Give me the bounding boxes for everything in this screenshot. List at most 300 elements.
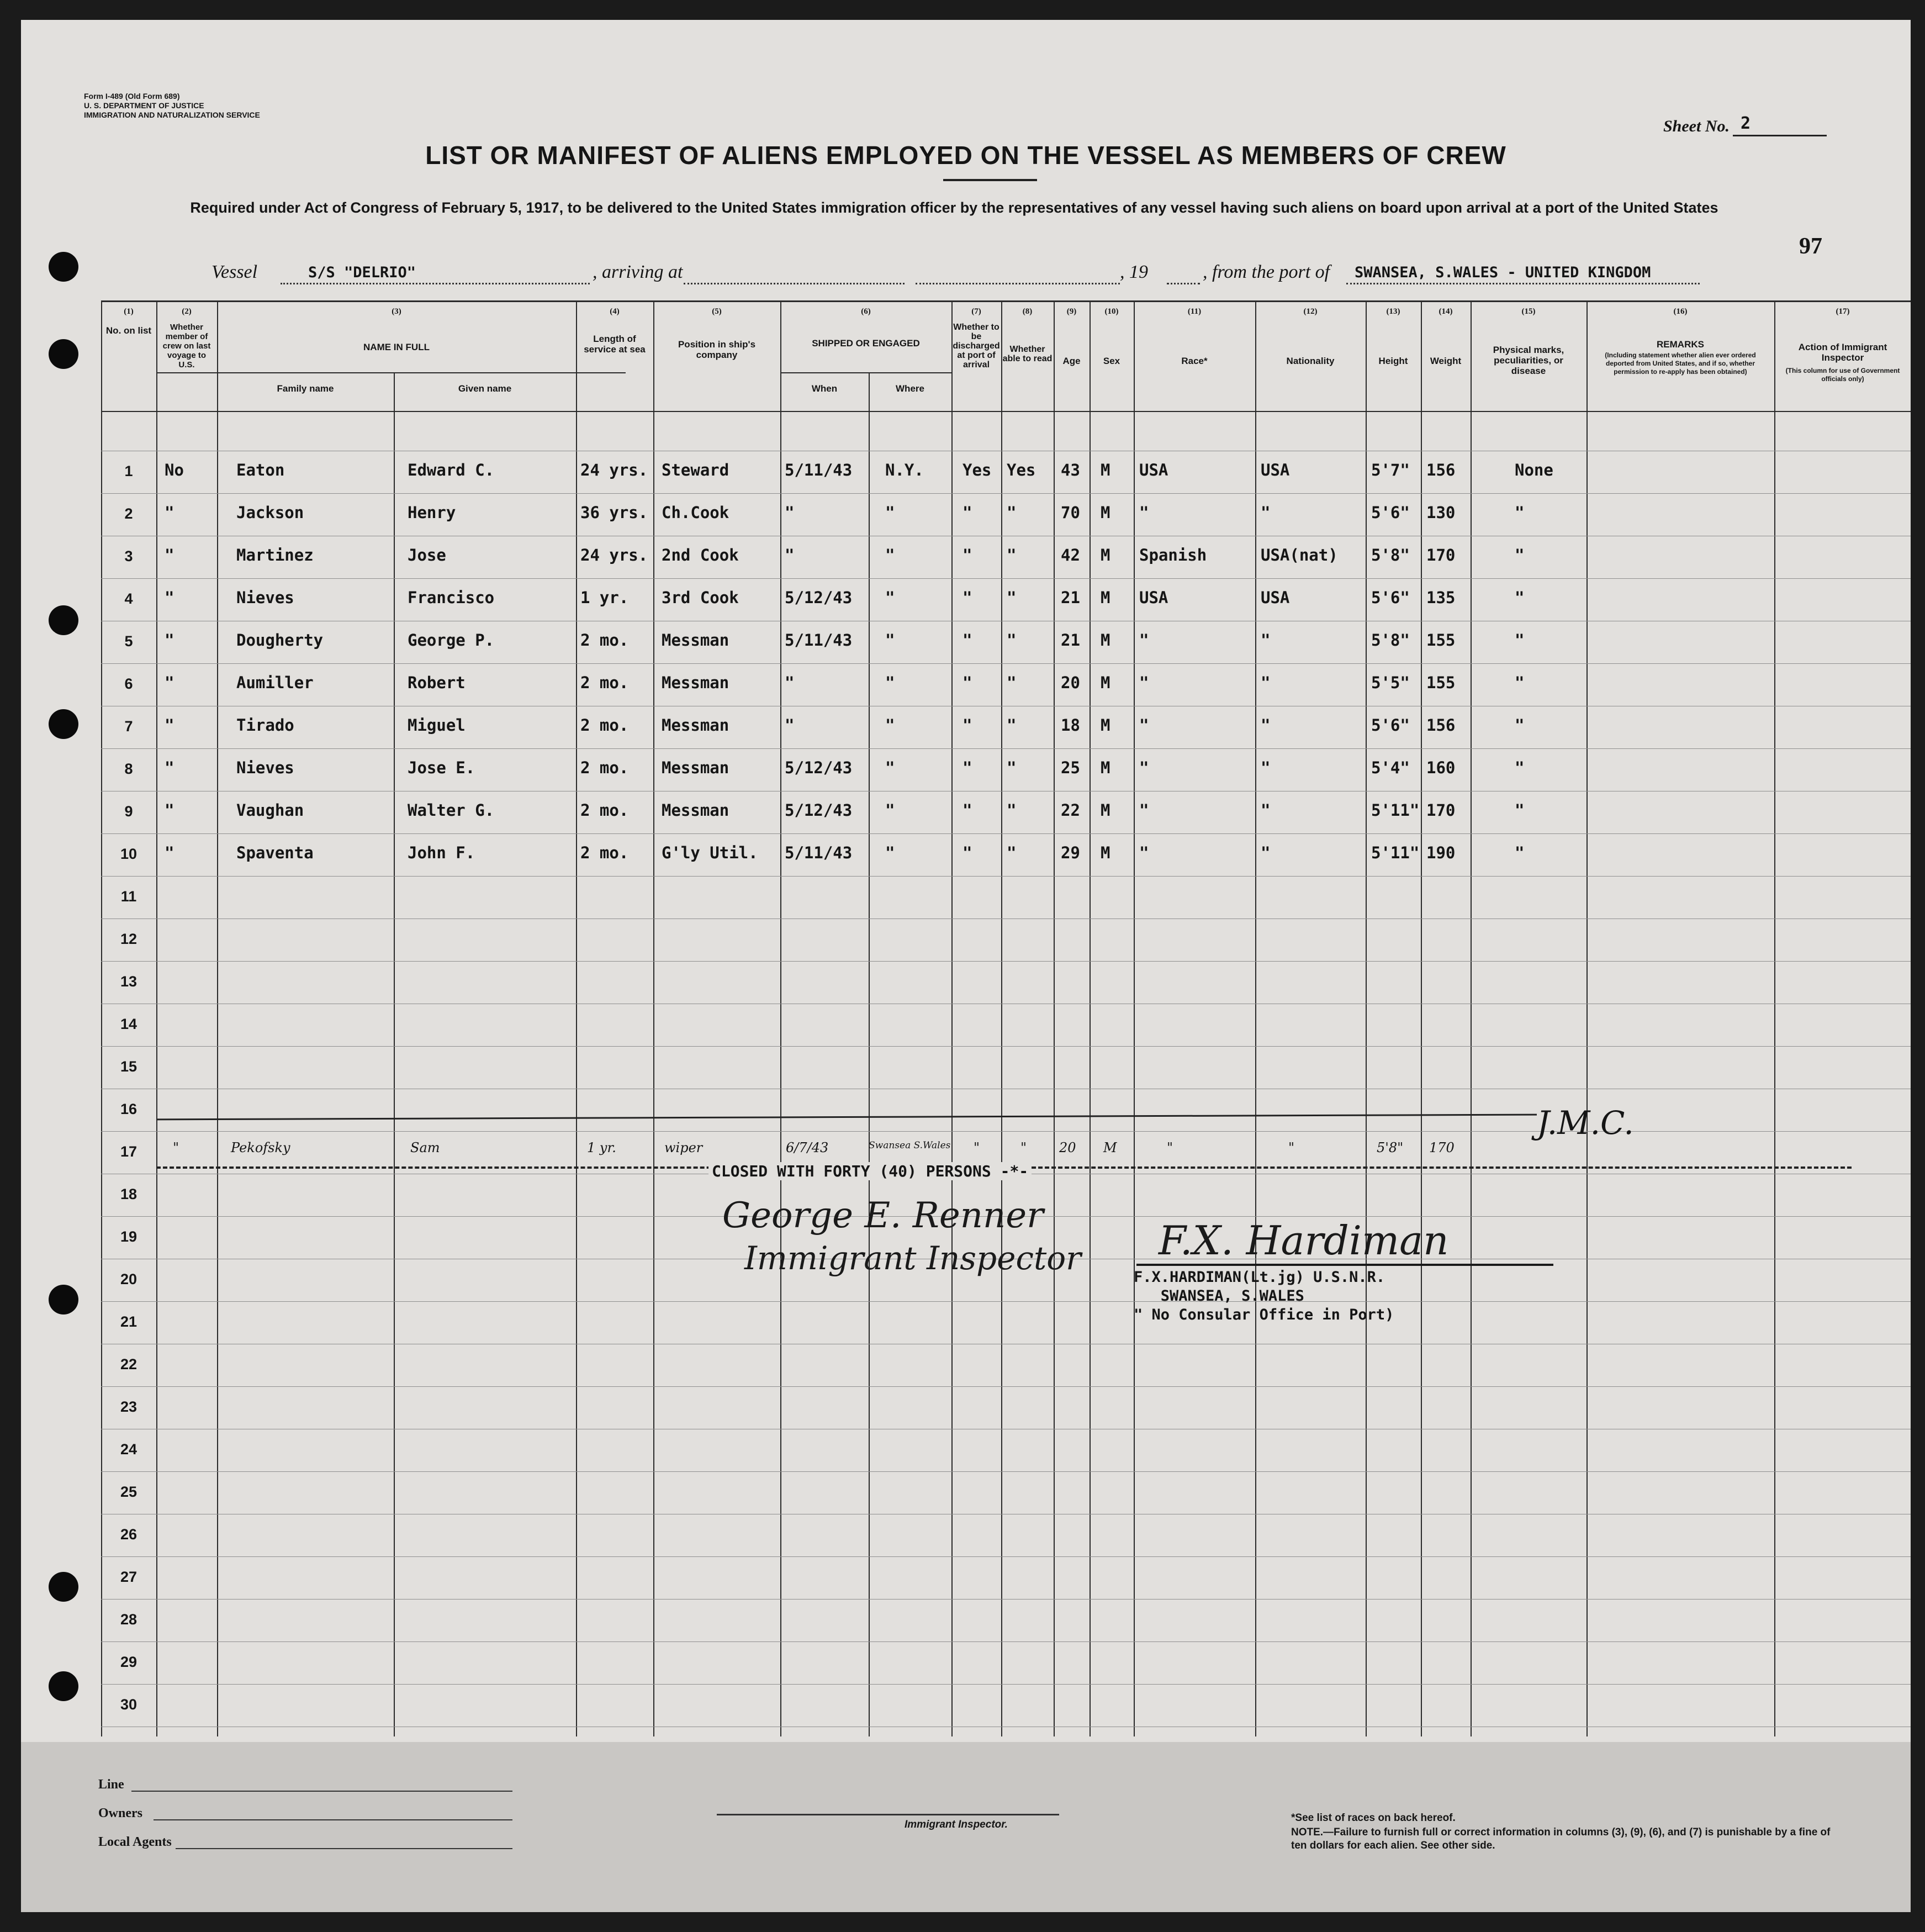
cell-position: Messman bbox=[662, 673, 729, 692]
column-border bbox=[394, 372, 395, 1736]
column-border bbox=[1471, 300, 1472, 1736]
table-top-border bbox=[101, 300, 1911, 302]
name-header-rule bbox=[156, 372, 626, 373]
row-number: 5 bbox=[124, 633, 133, 650]
cell-position: Messman bbox=[662, 801, 729, 820]
column-border bbox=[217, 300, 218, 1736]
row-number: 4 bbox=[124, 590, 133, 607]
cell-race: " bbox=[1139, 673, 1149, 692]
added-age: 20 bbox=[1059, 1140, 1076, 1155]
column-number: (3) bbox=[392, 307, 401, 316]
cell-read: " bbox=[1007, 843, 1017, 862]
vessel-name: S/S "DELRIO" bbox=[308, 264, 416, 281]
cell-service: 36 yrs. bbox=[580, 503, 648, 522]
cell-age: 42 bbox=[1061, 546, 1080, 564]
row-number: 25 bbox=[120, 1484, 138, 1500]
cell-service: 24 yrs. bbox=[580, 546, 648, 564]
row-rule bbox=[101, 1599, 1911, 1600]
header-discharged: Whether to be discharged at port of arrival bbox=[953, 323, 1000, 369]
column-number: (9) bbox=[1066, 307, 1077, 316]
header-where: Where bbox=[896, 383, 924, 394]
form-footer bbox=[21, 1742, 1911, 1912]
sheet-number: 2 bbox=[1741, 114, 1751, 133]
added-height: 5'8" bbox=[1377, 1140, 1404, 1155]
column-number: (2) bbox=[182, 307, 192, 316]
column-border bbox=[869, 372, 870, 1736]
row-number: 16 bbox=[120, 1101, 138, 1117]
column-border bbox=[951, 300, 953, 1736]
cell-age: 29 bbox=[1061, 843, 1080, 862]
officer-signature: F.X. Hardiman bbox=[1159, 1217, 1449, 1264]
from-port-label: , from the port of bbox=[1203, 262, 1330, 282]
vessel-label: Vessel bbox=[211, 262, 258, 282]
punch-hole bbox=[49, 1285, 78, 1315]
row-rule bbox=[101, 1386, 1911, 1387]
cell-member: " bbox=[165, 801, 174, 820]
inspector-title-handwritten: Immigrant Inspector bbox=[744, 1239, 1081, 1277]
cell-family: Dougherty bbox=[236, 631, 324, 650]
cell-height: 5'5" bbox=[1371, 673, 1410, 692]
cell-age: 21 bbox=[1061, 588, 1080, 607]
cell-height: 5'8" bbox=[1371, 631, 1410, 650]
cell-position: 3rd Cook bbox=[662, 588, 739, 607]
form-title: LIST OR MANIFEST OF ALIENS EMPLOYED ON THE VESSEL AS MEMBERS OF CREW bbox=[425, 141, 1506, 170]
header-length-service: Length of service at sea bbox=[584, 334, 646, 355]
cell-position: Messman bbox=[662, 631, 729, 650]
cell-height: 5'6" bbox=[1371, 588, 1410, 607]
column-number: (10) bbox=[1104, 307, 1119, 316]
service-name: IMMIGRATION AND NATURALIZATION SERVICE bbox=[84, 110, 260, 119]
row-number: 12 bbox=[120, 931, 138, 947]
column-border bbox=[576, 300, 577, 1736]
row-number: 7 bbox=[124, 718, 133, 735]
column-number: (8) bbox=[1022, 307, 1033, 316]
header-weight: Weight bbox=[1430, 356, 1462, 366]
cell-marks: " bbox=[1515, 716, 1525, 735]
added-member: " bbox=[173, 1140, 179, 1155]
cell-service: 2 mo. bbox=[580, 801, 629, 820]
cell-family: Vaughan bbox=[236, 801, 304, 820]
cell-where: " bbox=[885, 546, 895, 564]
column-border bbox=[1054, 300, 1055, 1736]
header-race: Race* bbox=[1181, 356, 1208, 366]
cell-given: Jose E. bbox=[408, 758, 475, 777]
cell-when: " bbox=[785, 716, 795, 735]
cell-position: Messman bbox=[662, 758, 729, 777]
cell-age: 20 bbox=[1061, 673, 1080, 692]
row-number: 24 bbox=[120, 1441, 138, 1458]
cell-read: Yes bbox=[1007, 461, 1036, 479]
cell-read: " bbox=[1007, 673, 1017, 692]
column-number: (17) bbox=[1836, 307, 1850, 316]
cell-weight: 170 bbox=[1426, 546, 1456, 564]
row-rule bbox=[101, 1301, 1911, 1302]
cell-member: No bbox=[165, 461, 184, 479]
header-action-note: (This column for use of Government officials only) bbox=[1785, 367, 1900, 383]
cell-where: " bbox=[885, 503, 895, 522]
row-rule bbox=[101, 833, 1911, 834]
cell-marks: " bbox=[1515, 631, 1525, 650]
cell-read: " bbox=[1007, 758, 1017, 777]
officer-signature-rule bbox=[1136, 1264, 1553, 1266]
cell-discharged: " bbox=[962, 503, 972, 522]
cell-when: 5/12/43 bbox=[785, 588, 853, 607]
cell-position: Messman bbox=[662, 716, 729, 735]
header-remarks-note: (Including statement whether alien ever ordered deported from United States, and if so, whether permission to re-apply has been obtained) bbox=[1605, 351, 1756, 376]
column-border bbox=[1255, 300, 1256, 1736]
column-border bbox=[780, 300, 781, 1736]
cell-discharged: Yes bbox=[962, 461, 992, 479]
header-no-on-list: No. on list bbox=[105, 325, 152, 336]
header-when: When bbox=[811, 383, 838, 394]
cell-sex: M bbox=[1101, 673, 1110, 692]
column-border bbox=[1001, 300, 1002, 1736]
cell-height: 5'11" bbox=[1371, 801, 1420, 820]
cell-discharged: " bbox=[962, 758, 972, 777]
header-member-last-voyage: Whether member of crew on last voyage to U.S. bbox=[162, 323, 211, 369]
header-position: Position in ship's company bbox=[678, 339, 756, 360]
cell-nationality: USA bbox=[1261, 461, 1290, 479]
year-fill-line bbox=[1167, 283, 1200, 284]
row-number: 30 bbox=[120, 1696, 138, 1713]
row-rule bbox=[101, 748, 1911, 749]
cell-nationality: " bbox=[1261, 758, 1271, 777]
row-number: 17 bbox=[120, 1143, 138, 1160]
inspector-signature: George E. Renner bbox=[722, 1195, 1044, 1236]
cell-read: " bbox=[1007, 503, 1017, 522]
row-number: 27 bbox=[120, 1569, 138, 1585]
cell-when: 5/11/43 bbox=[785, 631, 853, 650]
remark-initials: J.M.C. bbox=[1537, 1104, 1634, 1142]
agents-fill-line bbox=[176, 1848, 512, 1849]
added-nationality: " bbox=[1288, 1140, 1295, 1155]
punch-hole bbox=[49, 1572, 78, 1602]
row-number: 11 bbox=[120, 888, 137, 905]
cell-when: " bbox=[785, 673, 795, 692]
cell-nationality: " bbox=[1261, 503, 1271, 522]
cell-service: 2 mo. bbox=[580, 716, 629, 735]
cell-when: 5/11/43 bbox=[785, 461, 853, 479]
strikethrough-line bbox=[156, 1114, 1537, 1121]
row-number: 19 bbox=[120, 1228, 138, 1245]
column-number: (13) bbox=[1386, 307, 1400, 316]
header-name-in-full: NAME IN FULL bbox=[363, 342, 430, 352]
cell-age: 43 bbox=[1061, 461, 1080, 479]
column-border bbox=[156, 300, 157, 1736]
row-number: 3 bbox=[124, 548, 133, 564]
cell-service: 2 mo. bbox=[580, 758, 629, 777]
cell-weight: 170 bbox=[1426, 801, 1456, 820]
cell-weight: 156 bbox=[1426, 461, 1456, 479]
header-physical-marks: Physical marks, peculiarities, or disease bbox=[1493, 345, 1564, 376]
cell-read: " bbox=[1007, 588, 1017, 607]
sheet-label: Sheet No. bbox=[1663, 117, 1730, 135]
row-number: 21 bbox=[120, 1313, 138, 1330]
inspector-caption: Immigrant Inspector. bbox=[905, 1819, 1008, 1830]
row-rule bbox=[101, 1046, 1911, 1047]
column-border bbox=[1366, 300, 1367, 1736]
arriving-label: , arriving at bbox=[593, 262, 683, 282]
cell-given: Edward C. bbox=[408, 461, 495, 479]
row-rule bbox=[101, 876, 1911, 877]
line-label: Line bbox=[98, 1777, 124, 1792]
row-number: 23 bbox=[120, 1398, 138, 1415]
cell-race: USA bbox=[1139, 588, 1168, 607]
cell-given: Walter G. bbox=[408, 801, 495, 820]
cell-given: Robert bbox=[408, 673, 466, 692]
year-label: , 19 bbox=[1120, 262, 1148, 282]
cell-nationality: USA bbox=[1261, 588, 1290, 607]
cell-nationality: USA(nat) bbox=[1261, 546, 1338, 564]
column-number: (7) bbox=[971, 307, 981, 316]
cell-race: " bbox=[1139, 631, 1149, 650]
column-number: (5) bbox=[712, 307, 722, 316]
cell-where: " bbox=[885, 758, 895, 777]
row-rule bbox=[101, 1556, 1911, 1557]
cell-where: " bbox=[885, 843, 895, 862]
cell-race: " bbox=[1139, 716, 1149, 735]
column-number: (14) bbox=[1439, 307, 1453, 316]
cell-marks: " bbox=[1515, 673, 1525, 692]
column-border bbox=[1774, 300, 1775, 1736]
added-weight: 170 bbox=[1429, 1140, 1455, 1155]
cell-nationality: " bbox=[1261, 673, 1271, 692]
cell-member: " bbox=[165, 843, 174, 862]
header-remarks: REMARKS bbox=[1657, 339, 1704, 350]
punch-hole bbox=[49, 1671, 78, 1701]
added-when: 6/7/43 bbox=[786, 1140, 829, 1155]
cell-sex: M bbox=[1101, 461, 1110, 479]
cell-when: " bbox=[785, 546, 795, 564]
cell-service: 24 yrs. bbox=[580, 461, 648, 479]
added-position: wiper bbox=[664, 1140, 703, 1155]
cell-read: " bbox=[1007, 631, 1017, 650]
added-where: Swansea S.Wales bbox=[869, 1140, 951, 1151]
row-rule bbox=[101, 1131, 1911, 1132]
cell-where: " bbox=[885, 716, 895, 735]
column-number: (11) bbox=[1187, 307, 1202, 316]
row-rule bbox=[101, 663, 1911, 664]
column-number: (12) bbox=[1303, 307, 1318, 316]
cell-given: John F. bbox=[408, 843, 475, 862]
cell-weight: 156 bbox=[1426, 716, 1456, 735]
cell-race: " bbox=[1139, 801, 1149, 820]
cell-race: " bbox=[1139, 843, 1149, 862]
cell-where: N.Y. bbox=[885, 461, 924, 479]
crew-table bbox=[101, 300, 1911, 1736]
cell-weight: 135 bbox=[1426, 588, 1456, 607]
cell-height: 5'4" bbox=[1371, 758, 1410, 777]
cell-marks: None bbox=[1515, 461, 1553, 479]
added-read: " bbox=[1020, 1140, 1027, 1155]
column-border bbox=[1090, 300, 1091, 1736]
added-service: 1 yr. bbox=[587, 1140, 616, 1155]
added-family: Pekofsky bbox=[231, 1140, 290, 1155]
cell-age: 21 bbox=[1061, 631, 1080, 650]
title-rule bbox=[943, 179, 1037, 181]
cell-height: 5'7" bbox=[1371, 461, 1410, 479]
cell-height: 5'11" bbox=[1371, 843, 1420, 862]
closing-statement: CLOSED WITH FORTY (40) PERSONS -*- bbox=[708, 1162, 1032, 1180]
cell-family: Martinez bbox=[236, 546, 314, 564]
cell-weight: 130 bbox=[1426, 503, 1456, 522]
line-fill-line bbox=[131, 1791, 512, 1792]
header-given-name: Given name bbox=[458, 383, 512, 394]
cell-given: George P. bbox=[408, 631, 495, 650]
column-number: (16) bbox=[1673, 307, 1688, 316]
cell-service: 2 mo. bbox=[580, 673, 629, 692]
punch-hole bbox=[49, 709, 78, 739]
cell-family: Spaventa bbox=[236, 843, 314, 862]
cell-read: " bbox=[1007, 716, 1017, 735]
row-number: 18 bbox=[120, 1186, 138, 1202]
cell-member: " bbox=[165, 503, 174, 522]
cell-age: 22 bbox=[1061, 801, 1080, 820]
owners-label: Owners bbox=[98, 1806, 142, 1820]
cell-sex: M bbox=[1101, 716, 1110, 735]
header-bottom-border bbox=[101, 411, 1911, 412]
cell-age: 70 bbox=[1061, 503, 1080, 522]
manifest-sheet bbox=[21, 20, 1911, 1912]
cell-race: " bbox=[1139, 758, 1149, 777]
column-number: (15) bbox=[1521, 307, 1536, 316]
date-fill-line bbox=[916, 283, 1120, 284]
cell-race: USA bbox=[1139, 461, 1168, 479]
inspector-signature-line bbox=[717, 1814, 1059, 1815]
cell-discharged: " bbox=[962, 631, 972, 650]
arriving-fill-line bbox=[684, 283, 905, 284]
cell-marks: " bbox=[1515, 588, 1525, 607]
cell-position: Ch.Cook bbox=[662, 503, 729, 522]
row-rule bbox=[101, 961, 1911, 962]
page-number: 97 bbox=[1799, 234, 1822, 259]
header-able-read: Whether able to read bbox=[1002, 345, 1053, 363]
row-number: 6 bbox=[124, 675, 133, 692]
cell-discharged: " bbox=[962, 673, 972, 692]
header-family-name: Family name bbox=[277, 383, 334, 394]
punch-hole bbox=[49, 605, 78, 635]
cell-family: Nieves bbox=[236, 758, 294, 777]
cell-position: G'ly Util. bbox=[662, 843, 758, 862]
row-number: 9 bbox=[124, 803, 133, 820]
cell-age: 18 bbox=[1061, 716, 1080, 735]
cell-where: " bbox=[885, 801, 895, 820]
row-rule bbox=[101, 578, 1911, 579]
cell-discharged: " bbox=[962, 843, 972, 862]
punch-hole bbox=[49, 339, 78, 369]
cell-service: 2 mo. bbox=[580, 843, 629, 862]
cell-position: Steward bbox=[662, 461, 729, 479]
row-number: 1 bbox=[124, 463, 133, 479]
cell-when: 5/11/43 bbox=[785, 843, 853, 862]
cell-discharged: " bbox=[962, 588, 972, 607]
cell-weight: 160 bbox=[1426, 758, 1456, 777]
cell-nationality: " bbox=[1261, 716, 1271, 735]
punch-hole bbox=[49, 252, 78, 282]
departure-port: SWANSEA, S.WALES - UNITED KINGDOM bbox=[1355, 264, 1651, 281]
column-border bbox=[1421, 300, 1422, 1736]
cell-discharged: " bbox=[962, 801, 972, 820]
cell-race: " bbox=[1139, 503, 1149, 522]
cell-sex: M bbox=[1101, 588, 1110, 607]
added-given: Sam bbox=[410, 1140, 440, 1155]
cell-marks: " bbox=[1515, 801, 1525, 820]
cell-height: 5'6" bbox=[1371, 716, 1410, 735]
added-race: " bbox=[1167, 1140, 1173, 1155]
vessel-fill-line bbox=[281, 283, 590, 284]
header-nationality: Nationality bbox=[1286, 356, 1335, 366]
added-sex: M bbox=[1103, 1140, 1117, 1155]
cell-where: " bbox=[885, 631, 895, 650]
cell-member: " bbox=[165, 546, 174, 564]
column-border bbox=[653, 300, 654, 1736]
local-agents-label: Local Agents bbox=[98, 1835, 172, 1849]
cell-height: 5'8" bbox=[1371, 546, 1410, 564]
form-number: Form I-489 (Old Form 689) bbox=[84, 92, 180, 101]
row-rule bbox=[101, 1684, 1911, 1685]
header-action: Action of Immigrant Inspector bbox=[1798, 342, 1887, 363]
cell-when: 5/12/43 bbox=[785, 801, 853, 820]
column-number: (4) bbox=[610, 307, 620, 316]
cell-marks: " bbox=[1515, 546, 1525, 564]
row-number: 28 bbox=[120, 1611, 138, 1628]
cell-sex: M bbox=[1101, 546, 1110, 564]
cell-sex: M bbox=[1101, 758, 1110, 777]
form-identifier bbox=[84, 92, 260, 120]
row-number: 29 bbox=[120, 1654, 138, 1670]
row-number: 10 bbox=[120, 846, 138, 862]
cell-weight: 155 bbox=[1426, 631, 1456, 650]
cell-weight: 155 bbox=[1426, 673, 1456, 692]
form-subtitle: Required under Act of Congress of February 5, 1917, to be delivered to the United States immigration officer by the representatives of any vessel having such aliens on board upon arrival at a port of the United States bbox=[190, 199, 1718, 216]
department-name: U. S. DEPARTMENT OF JUSTICE bbox=[84, 101, 204, 110]
cell-sex: M bbox=[1101, 801, 1110, 820]
row-number: 13 bbox=[120, 973, 138, 990]
cell-race: Spanish bbox=[1139, 546, 1207, 564]
officer-name-block: F.X.HARDIMAN(Lt.jg) U.S.N.R. SWANSEA, S.WALES " No Consular Office in Port) bbox=[1134, 1269, 1394, 1323]
row-number: 14 bbox=[120, 1016, 138, 1032]
added-discharged: " bbox=[974, 1140, 980, 1155]
cell-weight: 190 bbox=[1426, 843, 1456, 862]
cell-member: " bbox=[165, 673, 174, 692]
header-shipped-engaged: SHIPPED OR ENGAGED bbox=[812, 338, 920, 349]
row-rule bbox=[101, 1471, 1911, 1472]
cell-service: 1 yr. bbox=[580, 588, 629, 607]
cell-given: Francisco bbox=[408, 588, 495, 607]
column-border bbox=[1134, 300, 1135, 1736]
cell-nationality: " bbox=[1261, 801, 1271, 820]
row-number: 22 bbox=[120, 1356, 138, 1373]
header-height: Height bbox=[1378, 356, 1408, 366]
port-fill-line bbox=[1346, 283, 1700, 284]
cell-sex: M bbox=[1101, 503, 1110, 522]
row-rule bbox=[101, 493, 1911, 494]
cell-where: " bbox=[885, 588, 895, 607]
cell-marks: " bbox=[1515, 503, 1525, 522]
cell-nationality: " bbox=[1261, 631, 1271, 650]
cell-where: " bbox=[885, 673, 895, 692]
cell-sex: M bbox=[1101, 843, 1110, 862]
cell-when: 5/12/43 bbox=[785, 758, 853, 777]
cell-position: 2nd Cook bbox=[662, 546, 739, 564]
cell-given: Henry bbox=[408, 503, 456, 522]
owners-fill-line bbox=[154, 1819, 512, 1820]
cell-family: Nieves bbox=[236, 588, 294, 607]
column-border bbox=[1586, 300, 1588, 1736]
races-note: *See list of races on back hereof. bbox=[1291, 1812, 1456, 1824]
column-number: (6) bbox=[861, 307, 871, 316]
cell-family: Tirado bbox=[236, 716, 294, 735]
